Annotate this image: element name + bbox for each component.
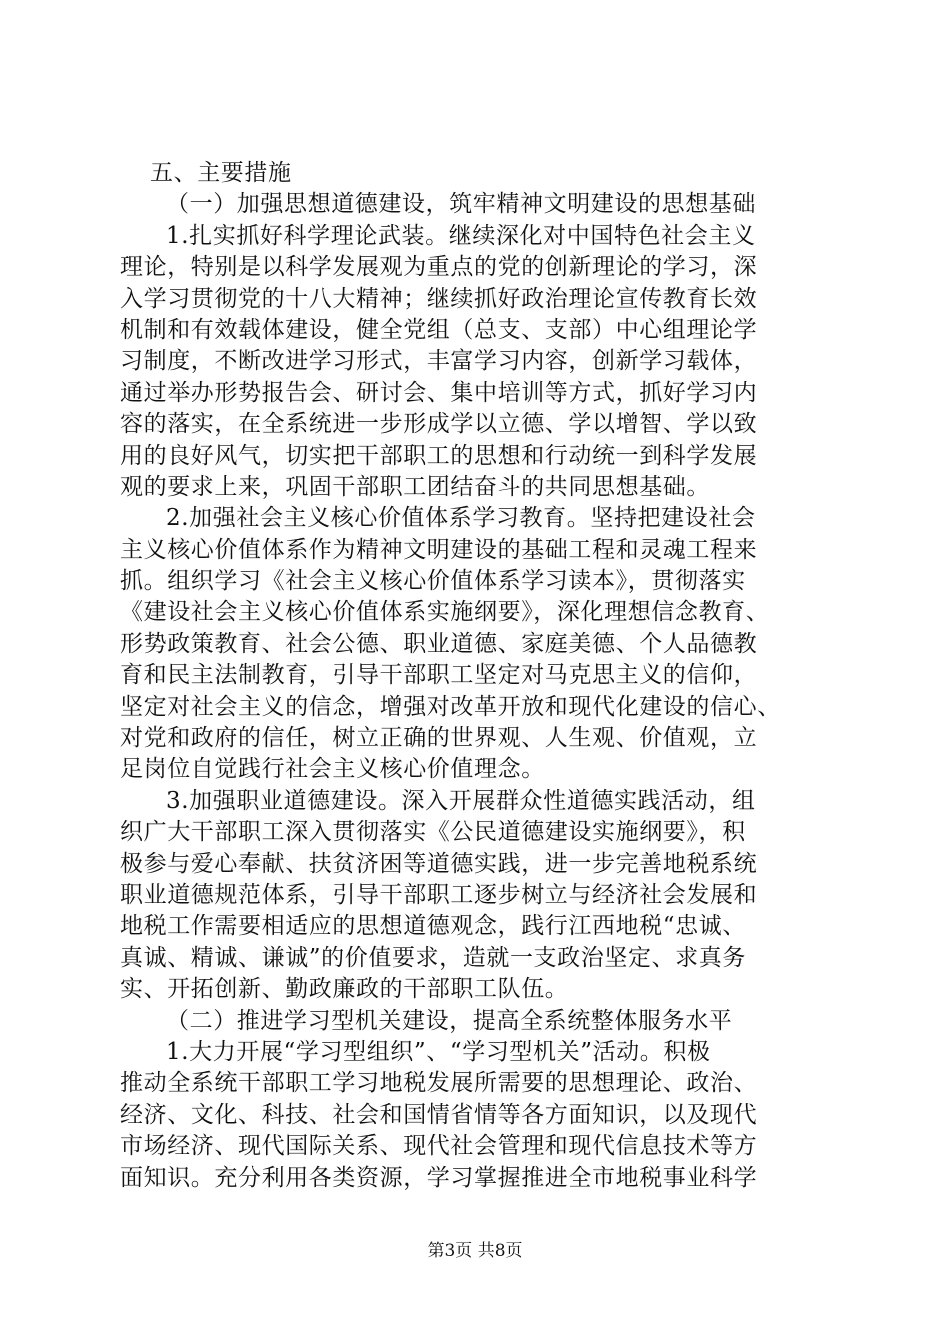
page-number-footer: 第3页 共8页 <box>427 1241 523 1261</box>
text-line: 入学习贯彻党的十八大精神；继续抓好政治理论宣传教育长效 <box>120 285 758 312</box>
text-line: 足岗位自觉践行社会主义核心价值理念。 <box>120 756 545 783</box>
text-line: 抓。组织学习《社会主义核心价值体系学习读本》，贯彻落实 <box>120 568 746 595</box>
text-line: 形势政策教育、社会公德、职业道德、家庭美德、个人品德教 <box>120 630 758 657</box>
text-line: 推动全系统干部职工学习地税发展所需要的思想理论、政治、 <box>120 1070 758 1097</box>
text-line: 《建设社会主义核心价值体系实施纲要》，深化理想信念教育、 <box>120 599 770 626</box>
text-line: 机制和有效载体建设，健全党组（总支、支部）中心组理论学 <box>120 316 758 343</box>
text-line: 主义核心价值体系作为精神文明建设的基础工程和灵魂工程来 <box>120 536 758 563</box>
text-line: 经济、文化、科技、社会和国情省情等各方面知识，以及现代 <box>120 1101 758 1128</box>
text-line: 职业道德规范体系，引导干部职工逐步树立与经济社会发展和 <box>120 881 758 908</box>
heading-l1-line: 五、主要措施 <box>150 160 292 186</box>
item-first-line: 3.加强职业道德建设。深入开展群众性道德实践活动，组 <box>166 787 756 814</box>
text-line: 用的良好风气，切实把干部职工的思想和行动统一到科学发展 <box>120 442 758 469</box>
text-line: 育和民主法制教育，引导干部职工坚定对马克思主义的信仰， <box>120 662 758 689</box>
text-line: 实、开拓创新、勤政廉政的干部职工队伍。 <box>120 976 569 1003</box>
text-line: 市场经济、现代国际关系、现代社会管理和现代信息技术等方 <box>120 1133 758 1160</box>
text-line: 对党和政府的信任，树立正确的世界观、人生观、价值观，立 <box>120 725 758 752</box>
text-line: 理论，特别是以科学发展观为重点的党的创新理论的学习，深 <box>120 254 758 281</box>
item-first-line: 2.加强社会主义核心价值体系学习教育。坚持把建设社会 <box>166 505 756 532</box>
text-line: 观的要求上来，巩固干部职工团结奋斗的共同思想基础。 <box>120 473 710 500</box>
item-first-line: 1.大力开展“学习型组织”、“学习型机关”活动。积极 <box>166 1038 711 1065</box>
heading-l2-line: （二）推进学习型机关建设，提高全系统整体服务水平 <box>166 1007 733 1034</box>
text-line: 地税工作需要相适应的思想道德观念，践行江西地税“忠诚、 <box>120 913 746 940</box>
heading-l2-line: （一）加强思想道德建设，筑牢精神文明建设的思想基础 <box>166 191 756 218</box>
text-line: 真诚、精诚、谦诚”的价值要求，造就一支政治坚定、求真务 <box>120 944 746 971</box>
document-body <box>120 158 832 1194</box>
item-first-line: 1.扎实抓好科学理论武装。继续深化对中国特色社会主义 <box>166 222 756 249</box>
text-line: 通过举办形势报告会、研讨会、集中培训等方式，抓好学习内 <box>120 379 758 406</box>
text-line: 习制度，不断改进学习形式，丰富学习内容，创新学习载体， <box>120 348 758 375</box>
text-line: 面知识。充分利用各类资源，学习掌握推进全市地税事业科学 <box>120 1164 758 1191</box>
text-line: 坚定对社会主义的信念，增强对改革开放和现代化建设的信心、 <box>120 693 781 720</box>
text-line: 容的落实，在全系统进一步形成学以立德、学以增智、学以致 <box>120 411 758 438</box>
text-line: 织广大干部职工深入贯彻落实《公民道德建设实施纲要》，积 <box>120 819 746 846</box>
text-line: 极参与爱心奉献、扶贫济困等道德实践，进一步完善地税系统 <box>120 850 758 877</box>
